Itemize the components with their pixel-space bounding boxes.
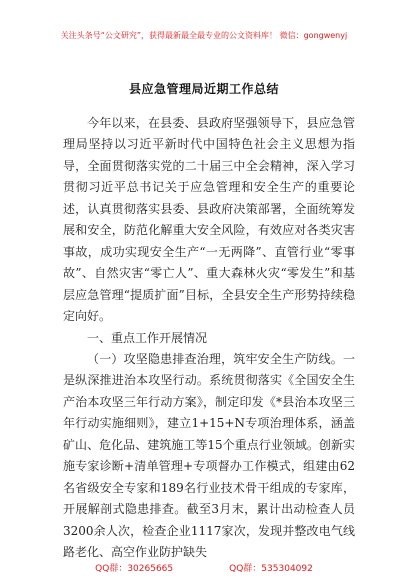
promo-banner: 关注头条号“公文研究”，获得最新最全最专业的公文资料库！ 微信：gongwenyj <box>60 31 348 40</box>
section-paragraph: （一）攻坚隐患排查治理，筑牢安全生产防线。一是纵深推进治本攻坚行动。系统贯彻落实《全国安全生产治本攻坚三年行动方案》，制定印发《*县治本攻坚三年行动实施细则》，建立1+15+N专项治理体系，涵盖矿山、危化品、建筑施工等15个重点行业领域。创新实施专家诊断+清单管理+专项督办工作模式，组建由62名省级安全专家和189名行业技术骨干组成的专家库，开展解剖式隐患排查。截至3月末，累计出动检查人员3200余人次，检查企业1117家次，发现并整改电气线路老化、高空作业防护缺失 <box>63 351 355 560</box>
qq-group-1: QQ群：30265665 <box>95 564 174 574</box>
footer <box>0 561 408 574</box>
document-title: 县应急管理局近期工作总结 <box>128 82 279 96</box>
document-body <box>63 113 355 564</box>
intro-paragraph: 今年以来，在县委、县政府坚强领导下，县应急管理局坚持以习近平新时代中国特色社会主义思想为指导，全面贯彻落实党的二十届三中全会精神，深入学习贯彻习近平总书记关于应急管理和安全生产的重要论述，认真贯彻落实县委、县政府决策部署，全面统筹发展和安全，防范化解重大安全风险，有效应对各类灾害事故，成功实现安全生产“一无两降”、直管行业“零事故”、自然灾害“零亡人”、重大森林火灾“零发生”和基层应急管理“提质扩面”目标，全县安全生产形势持续稳定向好。 <box>63 116 355 324</box>
qq-group-2: QQ群：535304092 <box>229 564 313 574</box>
section-heading: 一、重点工作开展情况 <box>87 330 208 345</box>
